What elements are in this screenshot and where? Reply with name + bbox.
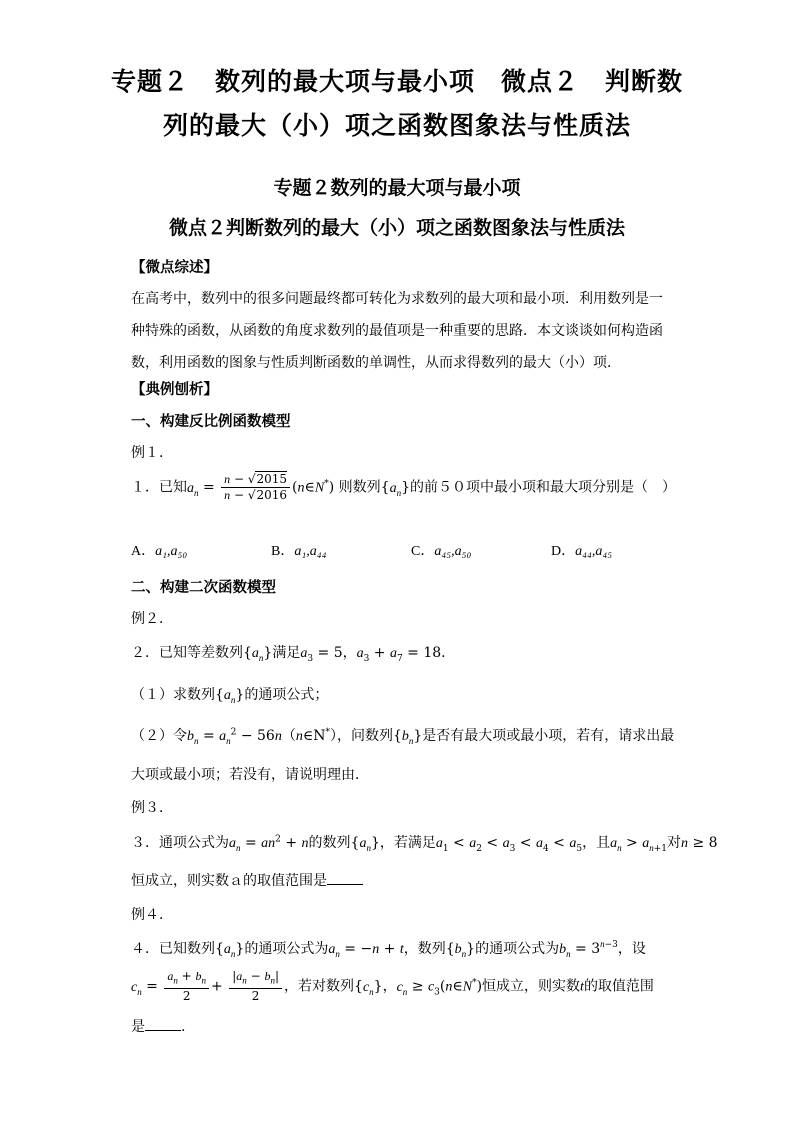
document-title <box>60 60 734 148</box>
question-2-part-2: （２）令$b_n = a_n^2$ − 56n（n∈N*），问数列$\{b_n\}$是否有最大项或最小项，若有，请求出最 <box>131 727 675 746</box>
examples-heading: 【典例刨析】 <box>131 382 218 398</box>
option-b[interactable]: B．a₁,a₄₄ <box>271 544 327 559</box>
title-line-1: 专题２ 数列的最大项与最小项 微点２ 判断数 <box>110 67 683 96</box>
title-line-2: 列的最大（小）项之函数图象法与性质法 <box>162 111 631 140</box>
overview-line-3: 数，利用函数的图象与性质判断函数的单调性，从而求得数列的最大（小）项． <box>131 355 621 371</box>
subtitle-line-2: 微点２判断数列的最大（小）项之函数图象法与性质法 <box>168 217 625 239</box>
question-3: ３．通项公式为$a_n = an^2 + n$的数列$\{a_n\}$，若满足$a_1 < a_2 < a_3 < a_4 < a_5$，且$a_n > a_{n+1}$对n ≥ 8 <box>131 834 718 854</box>
overview-line-1: 在高考中，数列中的很多问题最终都可转化为求数列的最大项和最小项．利用数列是一 <box>131 291 663 307</box>
section2-heading: 二、构建二次函数模型 <box>131 580 276 596</box>
subtitle-line-1: 专题２数列的最大项与最小项 <box>273 177 521 199</box>
question-3-line-2: 恒成立，则实数ａ的取值范围是 <box>131 870 363 890</box>
option-a[interactable]: A．a₁,a₅₀ <box>131 544 188 559</box>
question-2-part-1: （１）求数列$\{a_n\}$的通项公式； <box>131 687 329 705</box>
question-2-part-2-line-2: 大项或最小项；若没有，请说明理由． <box>131 767 369 783</box>
question-1: １．已知$a_n$ = $\frac{n - √2015}{n - √2016}$ (n∈N*) 则数列$\{a_n\}$的前５０项中最小项和最大项分别是（ ） <box>131 472 676 502</box>
option-d[interactable]: D．a₄₄,a₄₅ <box>551 544 613 559</box>
example2-label: 例２． <box>131 611 173 627</box>
question-4: ４．已知数列$\{a_n\}$的通项公式为$a_n = -n + t$，数列$\{b_n\}$的通项公式为$b_n = 3^{n-3}$，设 <box>131 939 646 959</box>
fraction: $\frac{n - √2015}{n - √2016}$ <box>221 472 290 503</box>
example1-label: 例１． <box>131 445 173 461</box>
question-4-line-3: 是 . <box>131 1019 186 1035</box>
question-4-line-2: $c_n$ = $\frac{a_n + b_n}{2}$ + $\frac{|a_n - b_n|}{2}$ ，若对数列$\{c_n\}$，$c_n$ ≥ $c_3(n\in N^*)$恒成立，则实数t的取值范围 <box>131 969 654 1004</box>
example3-label: 例３． <box>131 800 173 816</box>
answer-blank[interactable] <box>327 872 363 885</box>
answer-blank[interactable] <box>145 1018 181 1031</box>
section1-heading: 一、构建反比例函数模型 <box>131 414 291 430</box>
question-2: ２．已知等差数列$\{a_n\}$满足$a_3 = 5$，$a_3 + a_7 = 18$． <box>131 645 456 664</box>
example4-label: 例４． <box>131 907 173 923</box>
overview-line-2: 种特殊的函数，从函数的角度求数列的最值项是一种重要的思路．本文谈谈如何构造函 <box>131 323 663 339</box>
option-c[interactable]: C．a₄₅,a₅₀ <box>411 544 472 559</box>
overview-heading: 【微点综述】 <box>131 260 218 276</box>
